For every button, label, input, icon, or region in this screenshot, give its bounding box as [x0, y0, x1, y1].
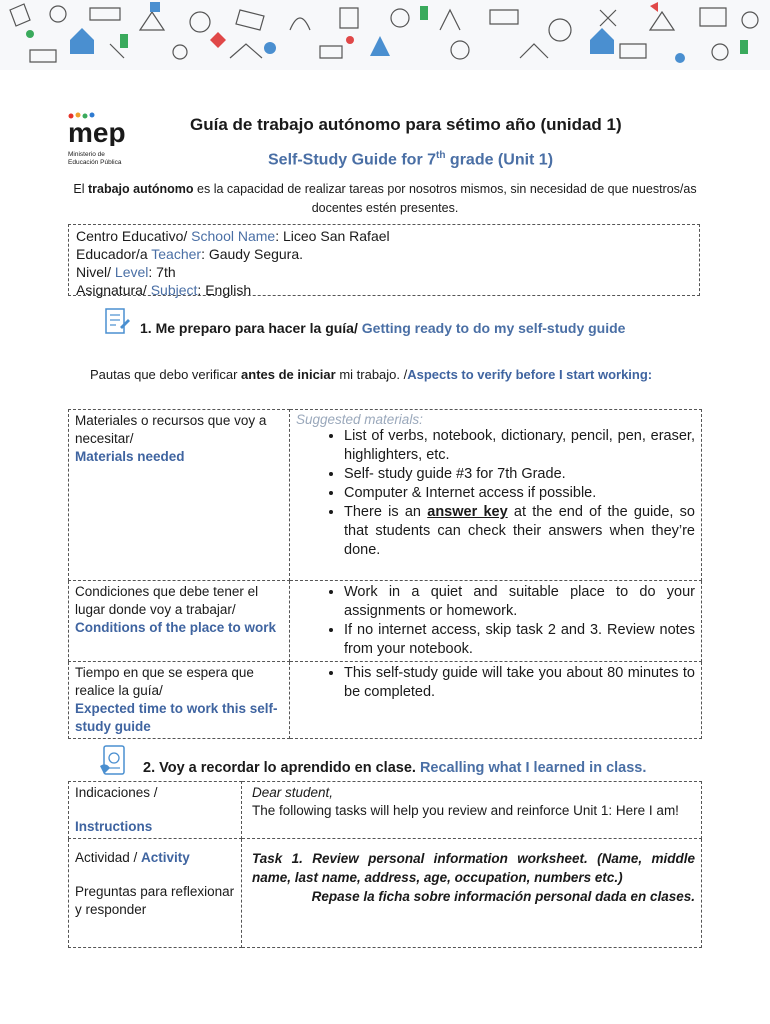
- clipboard-icon: [100, 305, 132, 337]
- materials-list: [296, 427, 695, 560]
- list-item: • This self-study guide will take you about 80 minutes to be completed.: [344, 664, 695, 702]
- conditions-label-cell: Condiciones que debe tener el lugar donde voy a trabajar/ Conditions of the place to work: [69, 581, 290, 662]
- task-1: Task 1. Review personal information worksheet. (Name, middle name, last name, address, age, occupation, numbers etc.): [252, 851, 695, 885]
- section-2-heading: 2. Voy a recordar lo aprendido en clase. Recalling what I learned in class.: [143, 760, 647, 776]
- task-1-spanish: Repase la ficha sobre información personal dada en clases.: [311, 889, 695, 904]
- intro-paragraph: El trabajo autónomo es la capacidad de realizar tareas por nosotros mismos, sin necesidad de que nuestros/as docentes estén presentes.: [73, 182, 697, 215]
- school-row: Centro Educativo/ School Name: Liceo San Rafael: [76, 228, 390, 244]
- materials-content-cell: [290, 410, 702, 581]
- list-item: • If no internet access, skip task 2 and 3. Review notes from your notebook.: [344, 621, 695, 659]
- decorative-banner: [0, 0, 770, 70]
- title-english: Self-Study Guide for 7th grade (Unit 1): [268, 150, 554, 169]
- table-row: [69, 839, 702, 948]
- teacher-row: Educador/a Teacher: Gaudy Segura.: [76, 246, 304, 262]
- instructions-content-cell: Dear student, The following tasks will help you review and reinforce Unit 1: Here I am!: [242, 782, 702, 839]
- table-row: [69, 662, 702, 739]
- title-spanish: Guía de trabajo autónomo para sétimo año (unidad 1): [190, 115, 622, 134]
- mep-logo: [68, 112, 148, 166]
- time-content-cell: [290, 662, 702, 739]
- table-row: [69, 782, 702, 839]
- pautas-paragraph: Pautas que debo verificar antes de iniciar mi trabajo. /Aspects to verify before I start working:: [90, 367, 653, 382]
- svg-text:mep: mep: [68, 117, 126, 146]
- list-item: • List of verbs, notebook, dictionary, pencil, pen, eraser, highlighters, etc.: [344, 427, 695, 465]
- school-info-box: [68, 224, 700, 296]
- logo-sub1: Ministerio de: [68, 151, 105, 158]
- instructions-label-cell: Indicaciones / Instructions: [69, 782, 242, 839]
- logo-sub2: Educación Pública: [68, 159, 122, 166]
- tablet-icon: [98, 744, 132, 778]
- time-label-cell: Tiempo en que se espera que realice la guía/ Expected time to work this self-study guide: [69, 662, 290, 739]
- table-row: [69, 581, 702, 662]
- activity-content-cell: [242, 839, 702, 948]
- table-row: [69, 410, 702, 581]
- section-1-heading: 1. Me preparo para hacer la guía/ Getting ready to do my self-study guide: [140, 320, 626, 336]
- list-item: • There is an answer key at the end of the guide, so that students can check their answers when they’re done.: [344, 503, 695, 560]
- suggested-label: Suggested materials:: [296, 412, 423, 427]
- materials-label-cell: Materiales o recursos que voy a necesitar/ Materials needed: [69, 410, 290, 581]
- conditions-content-cell: [290, 581, 702, 662]
- time-list: [296, 664, 695, 702]
- mep-logo-mark: [68, 112, 148, 146]
- list-item: • Work in a quiet and suitable place to do your assignments or homework.: [344, 583, 695, 621]
- list-item: • Self- study guide #3 for 7th Grade.: [344, 465, 695, 484]
- activity-label-cell: Actividad / Activity Preguntas para reflexionar y responder: [69, 839, 242, 948]
- recall-table: [68, 781, 702, 948]
- level-row: Nivel/ Level: 7th: [76, 264, 176, 280]
- preparation-table: [68, 409, 702, 739]
- conditions-list: [296, 583, 695, 659]
- subject-row: Asignatura/ Subject: English: [76, 282, 252, 298]
- list-item: • Computer & Internet access if possible.: [344, 484, 695, 503]
